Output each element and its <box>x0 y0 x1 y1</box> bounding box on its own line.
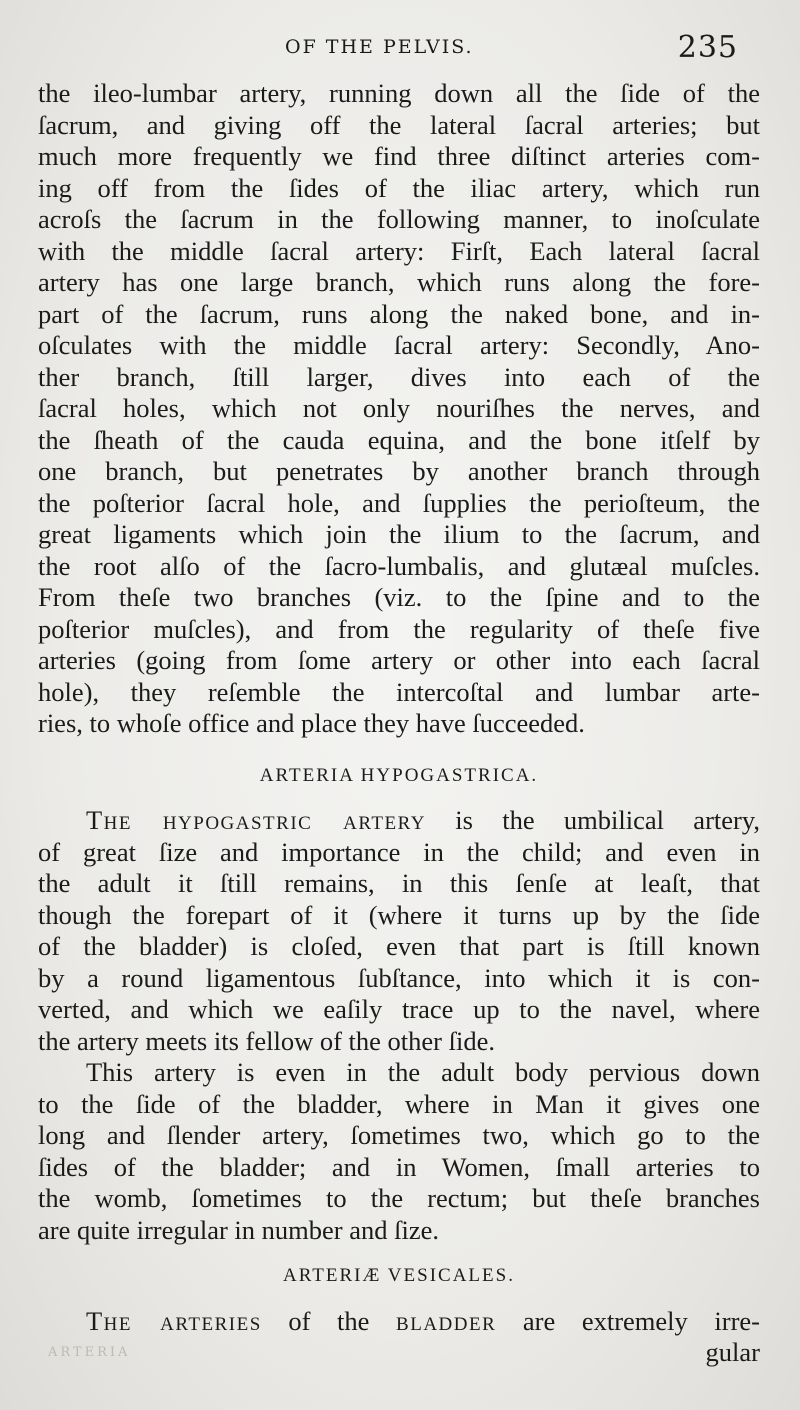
text-line: of the bladder) is cloſed, even that part is ſtill known <box>38 931 760 961</box>
text-line: hole), they reſemble the intercoſtal and lumbar arte- <box>38 676 760 707</box>
paragraph-sacral-arteries <box>38 78 760 740</box>
paragraph-hypogastric-artery <box>38 805 760 1057</box>
text-line: ing off from the ſides of the iliac artery, which run <box>38 172 760 203</box>
text-line: This artery is even in the adult body pervious down <box>86 1057 760 1087</box>
small-caps-lead: The arteries <box>86 1305 262 1336</box>
text-line: are quite irregular in number and ſize. <box>38 1214 440 1245</box>
text-line: part of the ſacrum, runs along the naked bone, and in- <box>38 298 760 329</box>
text-block <box>38 78 760 1369</box>
text-line: the poſterior ſacral hole, and ſupplies the perioſteum, the <box>38 487 760 518</box>
text-line: From theſe two branches (viz. to the ſpine and to the <box>38 582 760 612</box>
text-line: long and ſlender artery, ſometimes two, which go to the <box>38 1120 760 1150</box>
small-caps-lead: The hypogastric artery <box>86 805 426 835</box>
text-line: ſides of the bladder; and in Women, ſmall arteries to <box>38 1151 760 1182</box>
text-line <box>38 1306 760 1338</box>
text-line: the ileo-lumbar artery, running down all the ſide of the <box>38 78 760 108</box>
text-line: artery has one large branch, which runs along the fore- <box>38 267 760 297</box>
text-line: acroſs the ſacrum in the following manner, to inoſculate <box>38 204 760 234</box>
text-line: great ligaments which join the ilium to the ſacrum, and <box>38 519 760 549</box>
text-line: with the middle ſacral artery: Firſt, Each lateral ſacral <box>38 235 760 266</box>
text-line: arteries (going from ſome artery or other into each ſacral <box>38 645 760 675</box>
text-line: ſacral holes, which not only nouriſhes the nerves, and <box>38 393 760 423</box>
text-line: ſacrum, and giving off the lateral ſacral arteries; but <box>38 109 760 140</box>
text-line: the womb, ſometimes to the rectum; but theſe branches <box>38 1183 760 1213</box>
text-line: oſculates with the middle ſacral artery: Secondly, Ano- <box>38 330 760 360</box>
paragraph-bladder-arteries <box>38 1306 760 1369</box>
running-head <box>0 30 800 65</box>
text-line: ther branch, ſtill larger, dives into each of the <box>38 361 760 392</box>
text-line: the ſheath of the cauda equina, and the bone itſelf by <box>38 424 760 455</box>
page-number: 235 <box>677 30 738 65</box>
text-line: though the forepart of it (where it turns up by the ſide <box>38 899 760 930</box>
text-line: ries, to whoſe office and place they have ſucceeded. <box>38 708 585 738</box>
text-line: the artery meets its fellow of the other ſide. <box>38 1025 495 1056</box>
text-run: is the umbilical artery, <box>425 805 760 835</box>
text-line: of great ſize and importance in the child; and even in <box>38 836 760 867</box>
text-line: much more frequently we find three diſtinct arteries com- <box>38 141 760 171</box>
text-line: the adult it ſtill remains, in this ſenſe at leaſt, that <box>38 868 760 898</box>
paragraph-pervious-artery <box>38 1057 760 1246</box>
running-head-title: OF THE PELVIS. <box>285 36 474 58</box>
small-caps-lead: bladder <box>396 1305 497 1336</box>
text-line: to the ſide of the bladder, where in Man it gives one <box>38 1088 760 1119</box>
text-line <box>38 805 760 837</box>
text-line: by a round ligamentous ſubſtance, into which it is con- <box>38 962 760 993</box>
text-line: poſterior muſcles), and from the regularity of theſe five <box>38 613 760 644</box>
text-run: are extremely irre- <box>496 1305 760 1336</box>
section-heading-vesicales: ARTERIÆ VESICALES. <box>283 1265 515 1286</box>
text-line: verted, and which we eaſily trace up to the navel, where <box>38 994 760 1024</box>
show-through-text: ARTERIA <box>48 1345 131 1360</box>
section-heading-hypogastrica: ARTERIA HYPOGASTRICA. <box>259 764 539 786</box>
text-line: the root alſo of the ſacro-lumbalis, and glutæal muſcles. <box>38 550 760 581</box>
text-line: one branch, but penetrates by another branch through <box>38 456 760 486</box>
catchword: gular <box>705 1337 760 1367</box>
text-run: of the <box>261 1305 397 1336</box>
